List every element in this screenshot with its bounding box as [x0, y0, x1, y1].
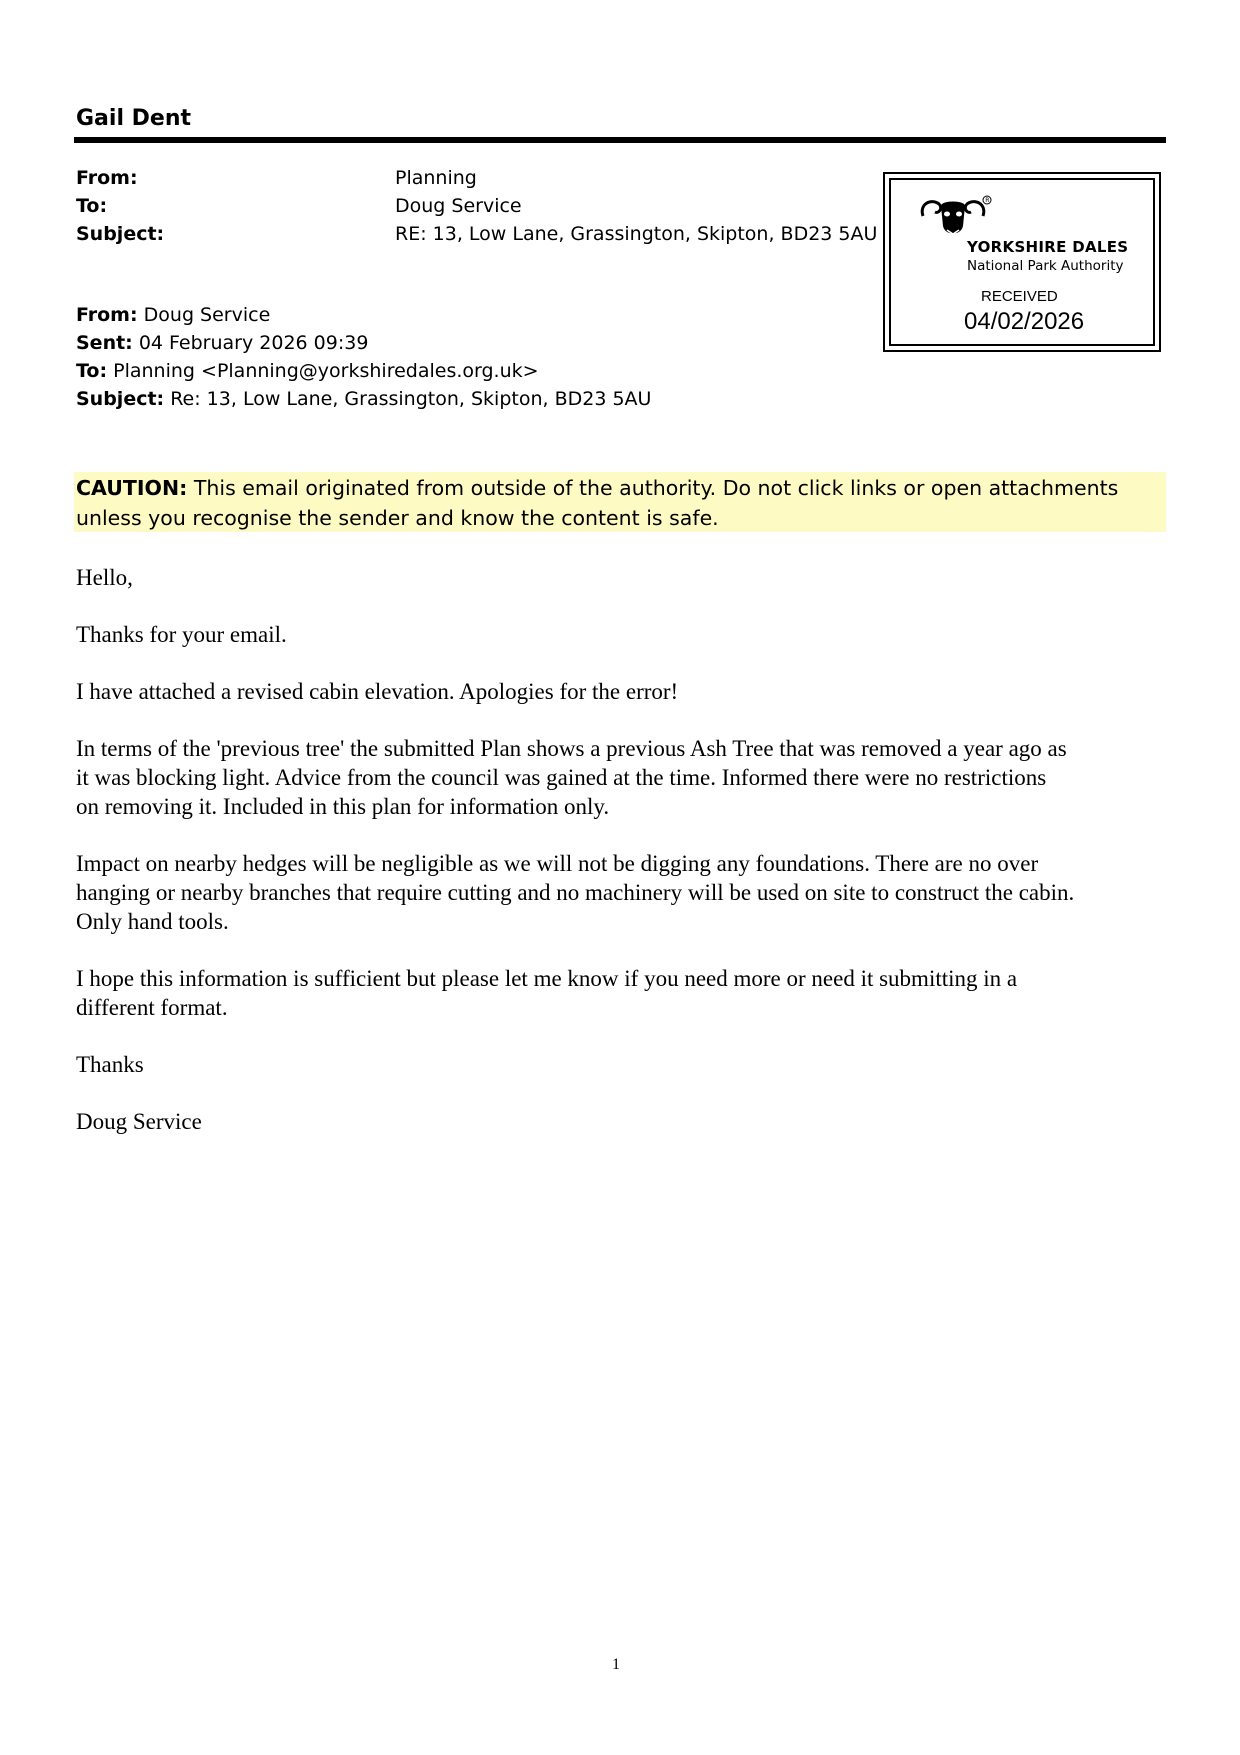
- paragraph-hedges: [76, 849, 1168, 936]
- paragraph-revised-elevation: I have attached a revised cabin elevation. Apologies for the error!: [76, 679, 679, 704]
- paragraph-line: hanging or nearby branches that require cutting and no machinery will be used on site to construct the cabin.: [76, 880, 1075, 905]
- greeting: Hello,: [76, 565, 133, 590]
- paragraph-line: on removing it. Included in this plan for information only.: [76, 794, 610, 819]
- paragraph-thanks-for-email: Thanks for your email.: [76, 622, 287, 647]
- header-from-label: From:: [76, 167, 138, 189]
- original-to: [76, 360, 539, 382]
- received-stamp: [883, 172, 1161, 352]
- original-sent-value: 04 February 2026 09:39: [138, 332, 369, 354]
- original-to-label: To:: [76, 360, 108, 382]
- paragraph-line: Impact on nearby hedges will be negligible as we will not be digging any foundations. There are no over: [76, 851, 1039, 876]
- original-subject-label: Subject:: [76, 388, 165, 410]
- paragraph-previous-tree: [76, 734, 1168, 821]
- caution-label: CAUTION:: [76, 476, 188, 500]
- header-from-value: Planning: [395, 167, 477, 189]
- header-to-label: To:: [76, 195, 108, 217]
- header-divider: [74, 137, 1166, 143]
- paragraph-line: Only hand tools.: [76, 909, 229, 934]
- original-from-label: From:: [76, 304, 138, 326]
- closing-thanks: Thanks: [76, 1052, 144, 1077]
- caution-text-1: This email originated from outside of the authority. Do not click links or open attachments: [193, 476, 1119, 500]
- page-number: 1: [612, 1656, 620, 1673]
- header-subject-value: RE: 13, Low Lane, Grassington, Skipton, BD23 5AU: [395, 223, 878, 245]
- header-to-row: [76, 195, 522, 217]
- original-to-value: Planning <Planning@yorkshiredales.org.uk>: [113, 360, 539, 382]
- header-subject-label: Subject:: [76, 223, 165, 245]
- caution-banner: [74, 472, 1166, 532]
- stamp-received-label: RECEIVED: [981, 288, 1058, 305]
- original-from-value: Doug Service: [143, 304, 271, 326]
- paragraph-line: In terms of the 'previous tree' the submitted Plan shows a previous Ash Tree that was removed a year ago as: [76, 736, 1067, 761]
- caution-line-1: [76, 473, 1164, 503]
- original-sent: [76, 332, 368, 354]
- caution-line-2: unless you recognise the sender and know the content is safe.: [76, 506, 719, 530]
- paragraph-line: I hope this information is sufficient but please let me know if you need more or need it submitting in a: [76, 966, 1018, 991]
- original-from: [76, 304, 270, 326]
- original-subject-value: Re: 13, Low Lane, Grassington, Skipton, BD23 5AU: [170, 388, 652, 410]
- stamp-org: YORKSHIRE DALES: [967, 238, 1129, 256]
- original-subject: [76, 388, 651, 410]
- paragraph-line: different format.: [76, 995, 228, 1020]
- stamp-sub: National Park Authority: [967, 258, 1124, 274]
- header-to-value: Doug Service: [395, 195, 522, 217]
- owner-name: Gail Dent: [76, 106, 192, 131]
- header-from-row: [76, 167, 477, 189]
- svg-text:R: R: [985, 197, 990, 205]
- stamp-date: 04/02/2026: [964, 308, 1085, 335]
- ram-logo-icon: [913, 194, 993, 244]
- original-sent-label: Sent:: [76, 332, 133, 354]
- paragraph-line: it was blocking light. Advice from the council was gained at the time. Informed there were no restrictions: [76, 765, 1047, 790]
- paragraph-sufficient-info: [76, 964, 1168, 1022]
- header-subject-row: [76, 223, 877, 245]
- signature: Doug Service: [76, 1109, 202, 1134]
